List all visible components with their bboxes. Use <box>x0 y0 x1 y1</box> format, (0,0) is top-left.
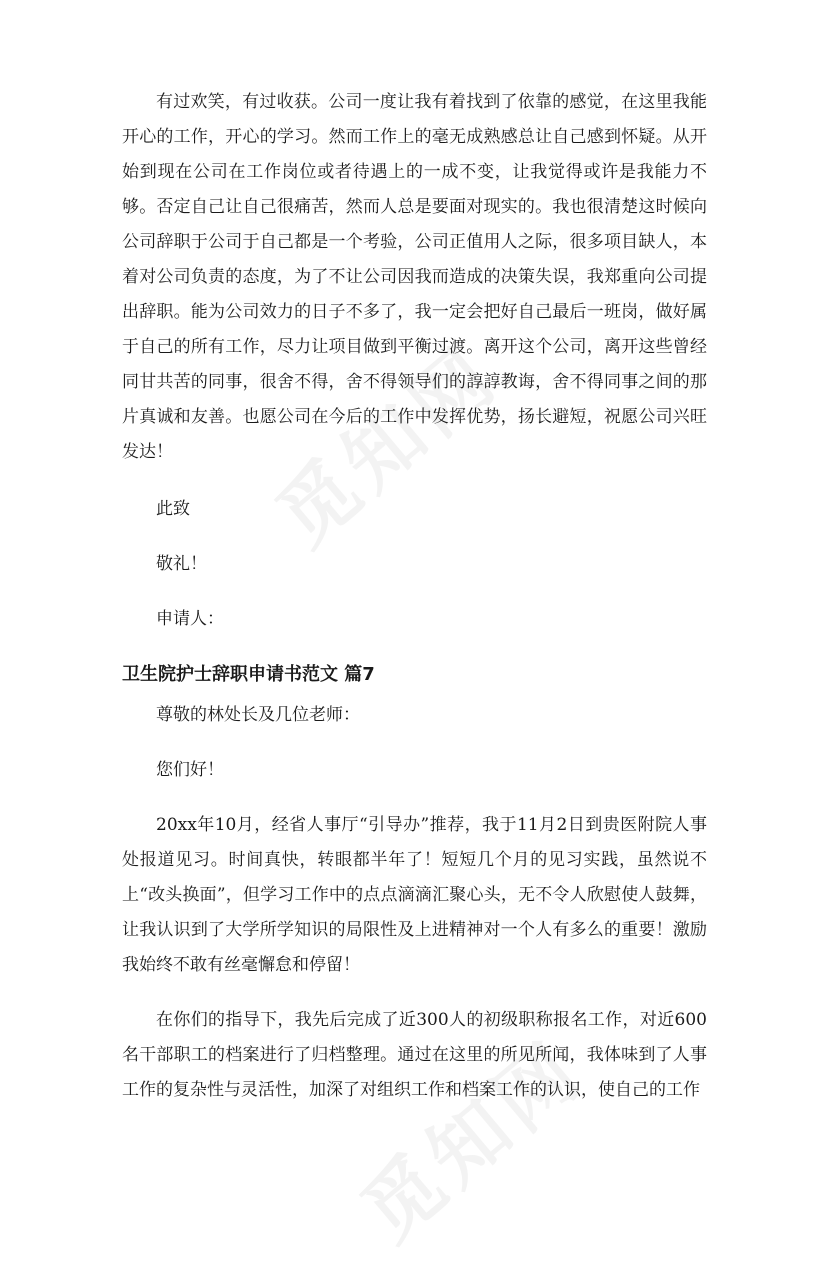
paragraph-internship: 20xx年10月，经省人事厅“引导办”推荐，我于11月2日到贵医附院人事处报道见习。时间真快，转眼都半年了！短短几个月的见习实践，虽然说不上“改头换面”，但学习工作中的点点滴滴汇聚心头，无不令人欣慰使人鼓舞，让我认识到了大学所学知识的局限性及上进精神对一个人有多么的重要！激励我始终不敢有丝毫懈怠和停留！ <box>122 815 707 975</box>
applicant-line: 申请人： <box>156 609 224 629</box>
paragraph-resignation-body: 有过欢笑，有过收获。公司一度让我有着找到了依靠的感觉，在这里我能开心的工作，开心的学习。然而工作上的毫无成熟感总让自己感到怀疑。从开始到现在公司在工作岗位或者待遇上的一成不变，让我觉得或许是我能力不够。否定自己让自己很痛苦，然而人总是要面对现实的。我也很清楚这时候向公司辞职于公司于自己都是一个考验，公司正值用人之际，很多项目缺人，本着对公司负责的态度，为了不让公司因我而造成的决策失误，我郑重向公司提出辞职。能为公司效力的日子不多了，我一定会把好自己最后一班岗，做好属于自己的所有工作，尽力让项目做到平衡过渡。离开这个公司，离开这些曾经同甘共苦的同事，很舍不得，舍不得领导们的諄諄教诲，舍不得同事之间的那片真诚和友善。也愿公司在今后的工作中发挥优势，扬长避短，祝愿公司兴旺发达！ <box>122 92 707 462</box>
document-page <box>122 85 707 1108</box>
closing-line: 此致 <box>156 499 190 519</box>
section-heading: 卫生院护士辞职申请书范文 篇7 <box>122 664 375 685</box>
hello-line: 您们好！ <box>156 760 224 780</box>
greeting-line: 尊敬的林处长及几位老师： <box>156 705 360 725</box>
paragraph-achievements: 在你们的指导下，我先后完成了近300人的初级职称报名工作，对近600名干部职工的档案进行了归档整理。通过在这里的所见所闻，我体味到了人事工作的复杂性与灵活性，加深了对组织工作和档案工作的认识，使自己的工作 <box>122 1010 707 1100</box>
salute-line: 敬礼！ <box>156 554 207 574</box>
